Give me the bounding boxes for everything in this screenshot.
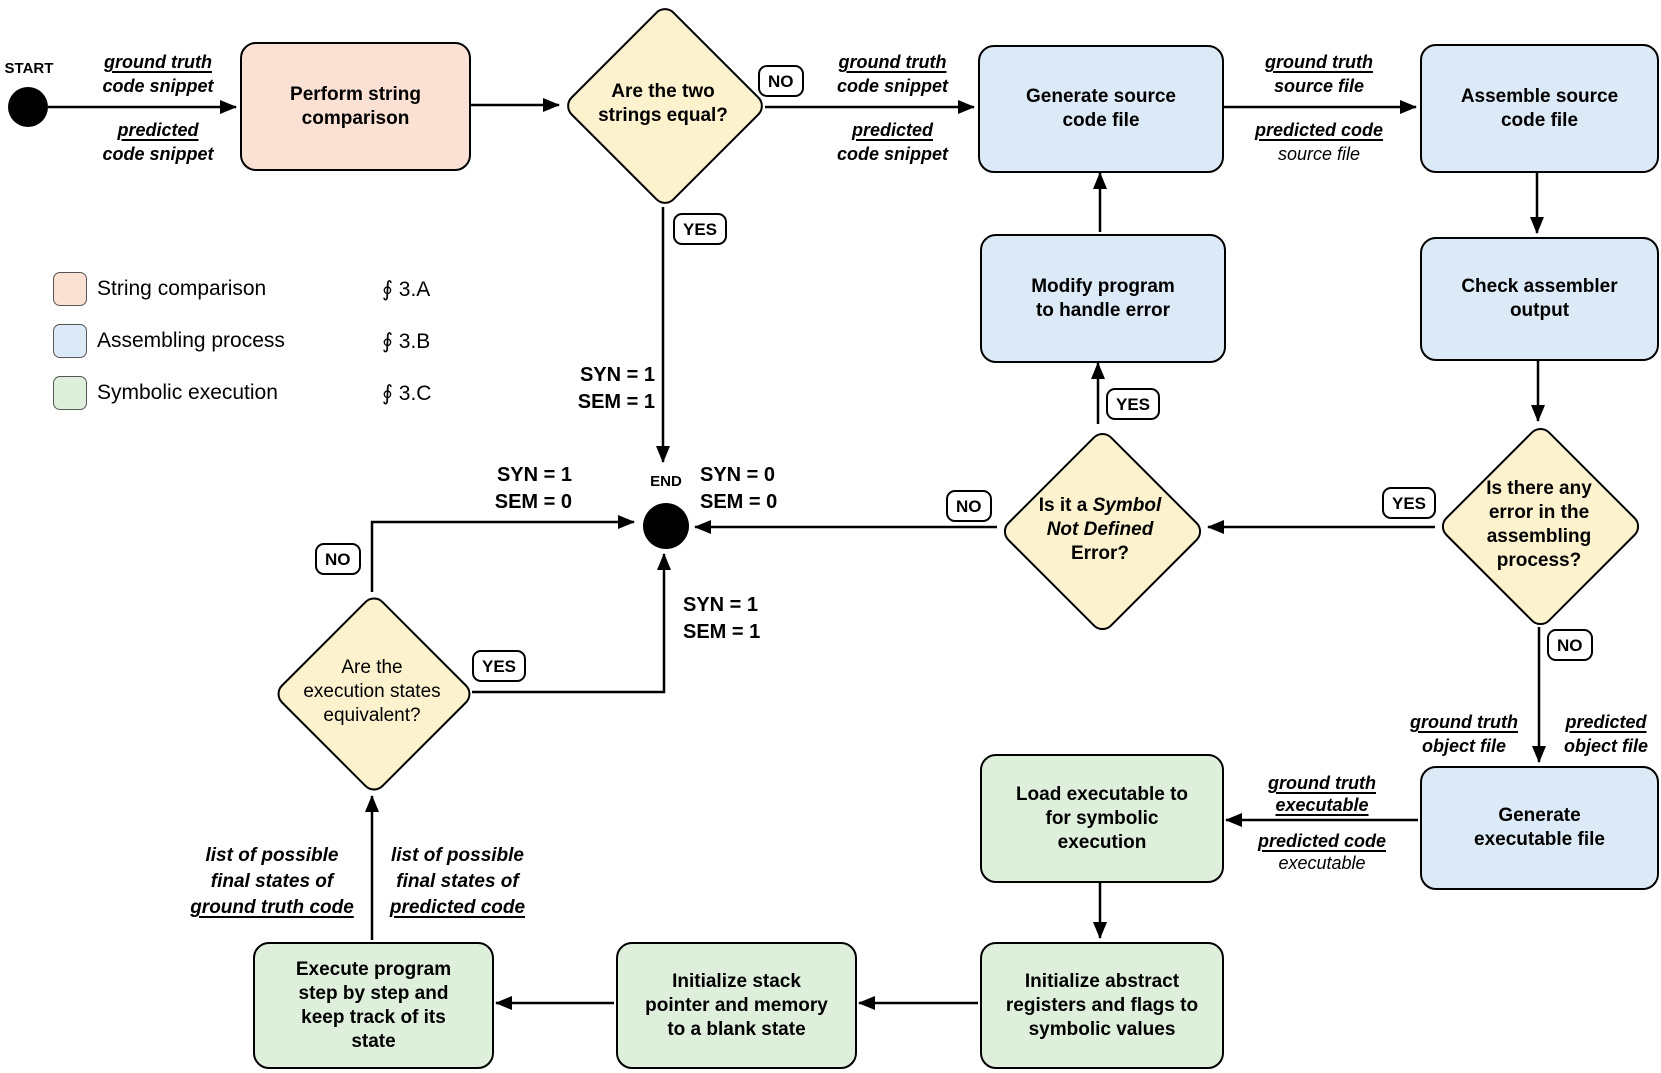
label-executable-bottom: predicted code executable xyxy=(1257,831,1387,873)
result-symbol-no: SYN = 0 SEM = 0 xyxy=(700,464,778,513)
badge-strings-no: NO xyxy=(758,65,804,97)
process-check-assembler-output: Check assembler output xyxy=(1420,237,1659,361)
edge-states-no-to-end xyxy=(372,522,634,592)
end-label: END xyxy=(650,473,682,490)
decision-states-equivalent-text: Are the execution states equivalent? xyxy=(303,657,441,726)
legend-ref-string-comparison: ∮ 3.A xyxy=(382,277,431,301)
legend-swatch-assembling-process xyxy=(53,324,87,358)
process-generate-executable-file: Generate executable file xyxy=(1420,766,1659,890)
legend-label-string-comparison: String comparison xyxy=(97,277,267,300)
legend-label-assembling-process: Assembling process xyxy=(97,329,285,352)
process-execute-program: Execute program step by step and keep track of its state xyxy=(253,942,494,1069)
badge-strings-yes: YES xyxy=(673,213,727,245)
label-start-input-top: ground truth code snippet xyxy=(102,52,214,96)
legend-ref-symbolic-execution: ∮ 3.C xyxy=(382,381,432,405)
label-assemble-bottom: predicted code source file xyxy=(1254,120,1384,164)
start-label: START xyxy=(4,60,54,77)
result-strings-yes: SYN = 1 SEM = 1 xyxy=(577,364,655,413)
badge-symbol-yes: YES xyxy=(1106,388,1160,420)
start-node xyxy=(8,87,48,127)
badge-assembling-yes: YES xyxy=(1382,487,1436,519)
process-init-stack-pointer: Initialize stack pointer and memory to a blank state xyxy=(616,942,857,1069)
process-assemble-source-code-file: Assemble source code file xyxy=(1420,44,1659,173)
legend-swatch-string-comparison xyxy=(53,272,87,306)
legend-ref-assembling-process: ∮ 3.B xyxy=(382,329,431,353)
legend-label-symbolic-execution: Symbolic execution xyxy=(97,381,278,404)
process-perform-string-comparison: Perform string comparison xyxy=(240,42,471,171)
label-start-input-bottom: predicted code snippet xyxy=(102,120,214,164)
decision-assembling-error-text: Is there any error in the assembling process? xyxy=(1486,478,1592,571)
process-load-executable: Load executable to for symbolic execution xyxy=(980,754,1224,883)
decision-strings-equal-text: Are the two strings equal? xyxy=(598,81,728,126)
end-node xyxy=(643,503,689,549)
badge-symbol-no: NO xyxy=(946,490,992,522)
label-executable-top: ground truth executable xyxy=(1268,773,1376,815)
legend-swatch-symbolic-execution xyxy=(53,376,87,410)
process-init-abstract-registers: Initialize abstract registers and flags to symbolic values xyxy=(980,942,1224,1069)
label-final-states-right: list of possible final states of predicted code xyxy=(389,845,526,918)
process-modify-program: Modify program to handle error xyxy=(980,234,1226,363)
label-final-states-left: list of possible final states of ground truth code xyxy=(190,845,354,918)
legend-row-assembling-process xyxy=(53,324,430,358)
label-assemble-top: ground truth source file xyxy=(1265,52,1373,96)
label-generate-source-bottom: predicted code snippet xyxy=(836,120,948,164)
badge-assembling-no: NO xyxy=(1547,629,1593,661)
label-generate-source-top: ground truth code snippet xyxy=(836,52,948,96)
result-states-yes: SYN = 1 SEM = 1 xyxy=(683,594,761,643)
result-states-no: SYN = 1 SEM = 0 xyxy=(494,464,572,513)
label-object-file-left: ground truth object file xyxy=(1410,712,1518,756)
legend-row-string-comparison xyxy=(53,272,430,306)
label-object-file-right: predicted object file xyxy=(1563,712,1648,756)
badge-states-no: NO xyxy=(315,543,361,575)
badge-states-yes: YES xyxy=(472,650,526,682)
decision-symbol-not-defined-text: Is it a Symbol Not Defined Error? xyxy=(1038,495,1162,564)
legend-row-symbolic-execution xyxy=(53,376,431,410)
process-generate-source-code-file: Generate source code file xyxy=(978,45,1224,173)
